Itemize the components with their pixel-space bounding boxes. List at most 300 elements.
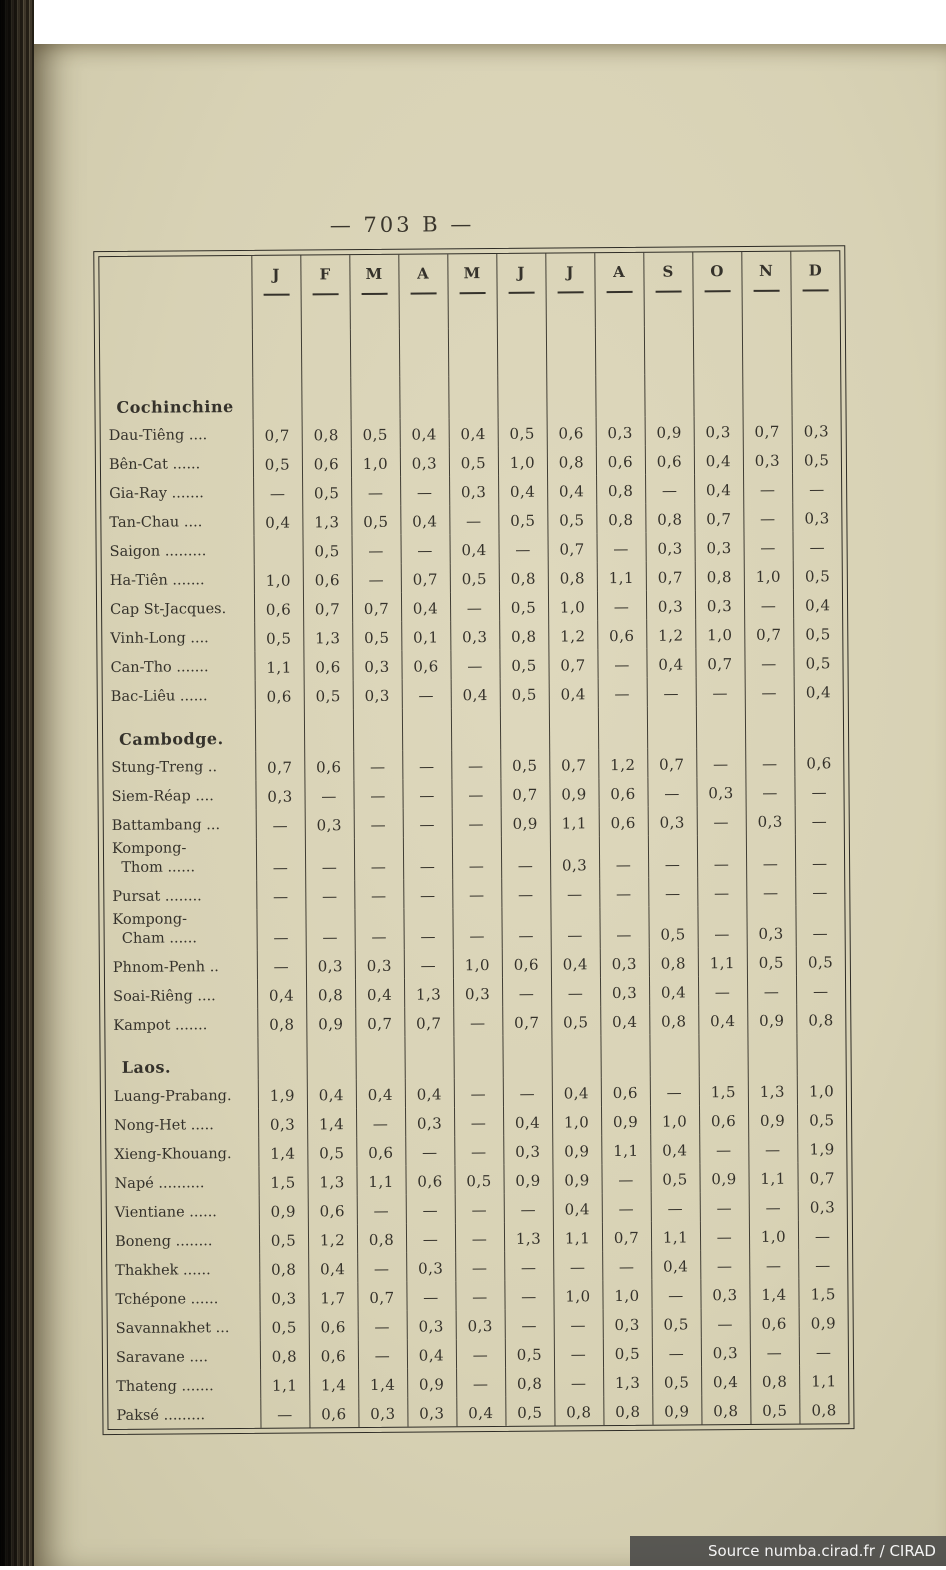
empty-cell [500,708,549,750]
empty-cell [252,377,301,419]
spacer-cell [546,327,595,375]
value-cell: 0,8 [260,1341,309,1370]
spacer-cell [497,328,546,376]
column-header-rule [312,293,338,295]
empty-cell [399,376,448,418]
column-header-rule [753,290,779,292]
value-cell: 1,5 [258,1167,307,1196]
value-cell: 0,3 [355,950,404,979]
value-cell: 0,5 [650,1164,699,1193]
value-cell: 0,6 [309,1340,358,1369]
value-cell: — [696,748,745,777]
spacer-cell [252,329,301,377]
row-label: Xieng-Khouang. [114,1145,232,1163]
value-cell: — [697,835,746,877]
value-cell: 0,7 [547,533,596,562]
value-cell: 1,4 [358,1369,407,1398]
value-cell: 0,3 [743,445,792,474]
value-cell: 0,9 [652,1396,701,1425]
value-cell: — [357,1253,406,1282]
value-cell: — [647,677,696,706]
value-cell: 1,0 [552,1107,601,1136]
value-cell: 0,5 [351,506,400,535]
value-cell: — [406,1224,455,1253]
value-cell: — [651,1193,700,1222]
value-cell: — [304,780,353,809]
value-cell: — [645,474,694,503]
value-cell: 0,3 [792,502,841,531]
row-label: Stung-Treng .. [111,759,218,777]
section-row [100,373,840,421]
value-cell: 1,1 [799,1366,848,1395]
value-cell: 1,9 [258,1080,307,1109]
value-cell: — [504,1281,553,1310]
value-cell: 0,4 [553,1194,602,1223]
value-cell: 0,7 [352,593,401,622]
value-cell: 1,0 [498,447,547,476]
value-cell: 0,5 [793,647,842,676]
empty-cell [600,1035,649,1077]
value-cell: 1,3 [748,1076,797,1105]
value-cell: — [260,1399,309,1428]
value-cell: 0,8 [649,1006,698,1035]
value-cell: 1,0 [453,949,502,978]
value-cell: 0,3 [353,680,402,709]
value-cell: — [403,879,452,908]
value-cell: — [743,503,792,532]
empty-cell [549,707,598,749]
rainfall-table [93,245,854,1435]
value-cell: 0,9 [799,1308,848,1337]
value-cell: 1,0 [602,1280,651,1309]
value-cell: 0,5 [449,447,498,476]
empty-cell [551,1036,600,1078]
value-cell: — [697,906,746,948]
value-cell: 1,5 [699,1076,748,1105]
value-cell: 0,6 [547,417,596,446]
row-label: Siem-Réap .... [111,788,214,806]
value-cell: 0,7 [549,749,598,778]
column-letter: A [417,264,429,283]
value-cell: 0,5 [793,560,842,589]
table-inner-border [98,250,849,1430]
value-cell: — [305,909,354,951]
value-cell: 0,3 [407,1398,456,1427]
value-cell: 0,9 [306,1008,355,1037]
value-cell: 0,7 [743,416,792,445]
value-cell: — [452,908,501,950]
value-cell: — [504,1252,553,1281]
value-cell: 0,7 [500,779,549,808]
column-header [594,253,644,327]
column-header [349,255,399,329]
value-cell: 0,5 [792,444,841,473]
value-cell: 1,3 [307,1166,356,1195]
value-cell: — [744,590,793,619]
value-cell: — [354,879,403,908]
value-cell: 1,2 [308,1224,357,1253]
value-cell: 0,4 [694,445,743,474]
value-cell: — [403,837,452,879]
value-cell [253,535,302,564]
value-cell: 0,3 [701,1337,750,1366]
value-cell: — [697,877,746,906]
value-cell: 0,7 [694,503,743,532]
value-cell: 0,9 [601,1106,650,1135]
value-cell: — [792,473,841,502]
column-header-rule [802,289,828,291]
value-cell: 0,5 [500,679,549,708]
value-cell: 0,7 [602,1222,651,1251]
value-cell: 0,4 [794,676,843,705]
row-label: Kompong- Thom ...... [111,840,196,876]
value-cell: 0,5 [796,947,845,976]
value-cell: 1,1 [254,651,303,680]
rainfall-data-table [99,251,848,1429]
value-cell: 0,3 [405,1108,454,1137]
value-cell: 1,0 [797,1076,846,1105]
value-cell: 0,5 [304,680,353,709]
value-cell: 0,8 [302,419,351,448]
value-cell: 0,3 [456,1310,505,1339]
empty-cell [796,1034,845,1076]
value-cell: 0,5 [454,1165,503,1194]
value-cell: 0,4 [694,474,743,503]
value-cell: — [404,950,453,979]
value-cell: 0,3 [696,777,745,806]
value-cell: 0,6 [401,650,450,679]
header-spacer-cell [99,256,252,331]
value-cell: 1,7 [308,1282,357,1311]
value-cell: 0,6 [309,1311,358,1340]
row-label: Battambang ... [111,817,221,835]
value-cell: — [256,909,305,951]
value-cell: 0,5 [254,622,303,651]
value-cell: 0,8 [548,562,597,591]
value-cell: 0,4 [253,506,302,535]
value-cell: 1,3 [302,506,351,535]
value-cell: 0,4 [552,1078,601,1107]
value-cell: 0,9 [552,1136,601,1165]
value-cell: — [698,976,747,1005]
value-cell: — [502,978,551,1007]
value-cell: — [598,678,647,707]
value-cell: — [357,1195,406,1224]
value-cell: — [795,834,844,876]
empty-cell [791,373,840,415]
value-cell: 0,9 [501,808,550,837]
empty-cell [355,1037,404,1079]
value-cell: — [253,477,302,506]
column-letter: N [759,261,773,280]
column-header [447,254,497,328]
value-cell: — [744,648,793,677]
value-cell: 0,5 [260,1312,309,1341]
value-cell: 0,4 [400,505,449,534]
value-cell: — [354,809,403,838]
value-cell: — [553,1252,602,1281]
value-cell: 0,5 [797,1105,846,1134]
page-number: — 703 B — [329,212,475,238]
value-cell: — [599,906,648,948]
value-cell: — [449,505,498,534]
value-cell: — [451,750,500,779]
value-cell: — [256,809,305,838]
value-cell: 0,3 [746,806,795,835]
value-cell: 0,6 [254,593,303,622]
value-cell: 0,3 [694,416,743,445]
column-header-rule [655,290,681,292]
value-cell: — [554,1368,603,1397]
value-cell: 0,9 [503,1165,552,1194]
value-cell: 0,8 [357,1224,406,1253]
spacer-cell [595,327,644,375]
row-label: Phnom-Penh .. [112,958,219,976]
value-cell: 0,5 [652,1367,701,1396]
value-cell: — [795,876,844,905]
value-cell: — [501,907,550,949]
table-row [104,905,844,952]
row-label: Kompong- Cham ...... [112,911,198,947]
row-label: Tchépone ...... [115,1290,219,1308]
value-cell: — [455,1194,504,1223]
value-cell: 0,8 [796,1005,845,1034]
value-cell: 0,7 [253,419,302,448]
value-cell: 0,3 [596,417,645,446]
value-cell: 0,5 [450,563,499,592]
value-cell: — [257,951,306,980]
value-cell: 0,4 [356,1079,405,1108]
value-cell: 0,7 [404,1008,453,1037]
value-cell: 0,8 [499,621,548,650]
value-cell: 0,6 [308,1195,357,1224]
row-label: Luang-Prabang. [113,1087,232,1105]
value-cell: 0,9 [699,1163,748,1192]
value-cell: 0,4 [649,977,698,1006]
value-cell: 0,7 [355,1008,404,1037]
value-cell: — [452,879,501,908]
value-cell: 0,6 [304,751,353,780]
value-cell: 0,7 [357,1282,406,1311]
value-cell: — [700,1250,749,1279]
value-cell: — [256,838,305,880]
column-header [545,253,595,327]
empty-cell [698,1034,747,1076]
value-cell: — [354,908,403,950]
value-cell: 0,9 [259,1196,308,1225]
value-cell: 1,1 [651,1222,700,1251]
value-cell: — [554,1310,603,1339]
empty-cell [502,1036,551,1078]
value-cell: 0,5 [307,1137,356,1166]
value-cell: 0,4 [547,475,596,504]
value-cell: — [356,1108,405,1137]
value-cell: — [794,776,843,805]
value-cell: — [403,908,452,950]
empty-cell [644,374,693,416]
value-cell: — [406,1282,455,1311]
value-cell: — [597,649,646,678]
column-header-rule [704,290,730,292]
value-cell: 0,5 [500,750,549,779]
value-cell: 0,6 [599,807,648,836]
value-cell: 0,4 [400,418,449,447]
column-header-rule [361,293,387,295]
empty-cell [546,375,595,417]
value-cell: 0,3 [550,836,599,878]
row-label: Thateng ....... [116,1377,214,1395]
value-cell: 0,5 [302,535,351,564]
value-cell: 0,9 [552,1165,601,1194]
empty-cell [742,374,791,416]
value-cell: 0,3 [645,532,694,561]
value-cell: — [358,1311,407,1340]
value-cell: — [700,1221,749,1250]
empty-cell [696,706,745,748]
column-letter: J [517,263,525,282]
column-header [251,255,301,329]
value-cell: — [795,905,844,947]
empty-cell [647,706,696,748]
value-cell: — [647,777,696,806]
spacer-cell [350,329,399,377]
row-label: Can-Tho ....... [110,659,209,677]
value-cell: 1,4 [749,1279,798,1308]
value-cell: 1,9 [797,1134,846,1163]
value-cell: 0,5 [603,1338,652,1367]
spacer-cell [301,329,350,377]
row-label: Pursat ........ [112,888,202,905]
value-cell: — [550,878,599,907]
value-cell: 0,5 [747,947,796,976]
value-cell: — [550,907,599,949]
value-cell: 0,5 [652,1309,701,1338]
table-outer-border [93,245,854,1435]
row-label: Savannakhet ... [115,1319,230,1337]
value-cell: — [648,835,697,877]
value-cell: 0,4 [257,980,306,1009]
value-cell: — [599,877,648,906]
value-cell: 0,3 [406,1253,455,1282]
value-cell: 1,4 [307,1108,356,1137]
row-label: Bac-Liêu ...... [110,688,208,706]
row-label: Thakhek ...... [115,1261,211,1279]
value-cell: — [402,779,451,808]
value-cell: 0,6 [794,747,843,776]
value-cell: 0,3 [700,1279,749,1308]
value-cell: 0,4 [451,679,500,708]
value-cell: — [743,474,792,503]
value-cell: 0,7 [303,593,352,622]
value-cell: — [453,1007,502,1036]
scanned-page [34,44,946,1566]
value-cell: 0,5 [499,592,548,621]
value-cell: — [745,748,794,777]
section-title: Cochinchine [116,397,234,417]
row-label: Bên-Cat ...... [108,456,201,474]
column-header-rule [508,292,534,294]
value-cell: 0,8 [799,1395,848,1424]
value-cell: 0,8 [505,1368,554,1397]
value-cell: 0,3 [648,806,697,835]
column-header-rule [557,291,583,293]
value-cell: 0,6 [645,445,694,474]
spacer-cell [791,325,840,373]
row-label: Kampot ....... [113,1016,208,1034]
value-cell: 0,3 [358,1398,407,1427]
value-cell: 0,7 [695,648,744,677]
value-cell: — [749,1250,798,1279]
section-title: Cambodge. [119,729,224,749]
value-cell: — [503,1078,552,1107]
value-cell: 0,3 [305,809,354,838]
value-cell: 1,1 [356,1166,405,1195]
value-cell: 0,6 [601,1077,650,1106]
value-cell: 1,1 [260,1370,309,1399]
column-letter: O [710,262,724,281]
value-cell: — [599,836,648,878]
value-cell: — [792,531,841,560]
value-cell: 1,1 [601,1135,650,1164]
spacer-cell [100,330,252,379]
value-cell: 1,3 [603,1367,652,1396]
value-cell: — [305,838,354,880]
value-cell: 0,9 [645,416,694,445]
value-cell: — [456,1339,505,1368]
value-cell: 1,0 [749,1221,798,1250]
value-cell: 0,8 [259,1254,308,1283]
value-cell: — [554,1339,603,1368]
page-content [32,40,946,1569]
value-cell: — [454,1078,503,1107]
table-header-row [99,251,840,331]
value-cell: — [700,1192,749,1221]
value-cell: 0,4 [498,476,547,505]
empty-cell [598,707,647,749]
value-cell: 0,8 [547,446,596,475]
value-cell: — [651,1280,700,1309]
value-cell: — [402,750,451,779]
value-cell: 0,8 [645,503,694,532]
value-cell: — [354,838,403,880]
row-label: Soai-Riêng .... [113,987,216,1005]
value-cell: 0,5 [253,448,302,477]
value-cell: 0,3 [352,651,401,680]
value-cell: — [450,650,499,679]
source-attribution: Source numba.cirad.fr / CIRAD [630,1536,946,1566]
value-cell: 0,1 [401,621,450,650]
empty-cell [404,1037,453,1079]
column-letter: J [566,263,574,282]
empty-cell [497,376,546,418]
value-cell: 0,9 [407,1369,456,1398]
value-cell: 0,5 [351,419,400,448]
row-label: Paksé ......... [116,1406,206,1424]
value-cell: 0,5 [498,505,547,534]
row-label: Vientiane ...... [114,1203,217,1221]
row-label: Nong-Het ..... [114,1116,214,1134]
value-cell: — [596,533,645,562]
value-cell: 1,1 [748,1163,797,1192]
empty-cell [747,1034,796,1076]
value-cell: 1,3 [504,1223,553,1252]
empty-cell [350,377,399,419]
value-cell: 1,0 [254,564,303,593]
spacer-cell [448,328,497,376]
value-cell: — [451,779,500,808]
value-cell: — [796,976,845,1005]
value-cell: 0,6 [255,680,304,709]
